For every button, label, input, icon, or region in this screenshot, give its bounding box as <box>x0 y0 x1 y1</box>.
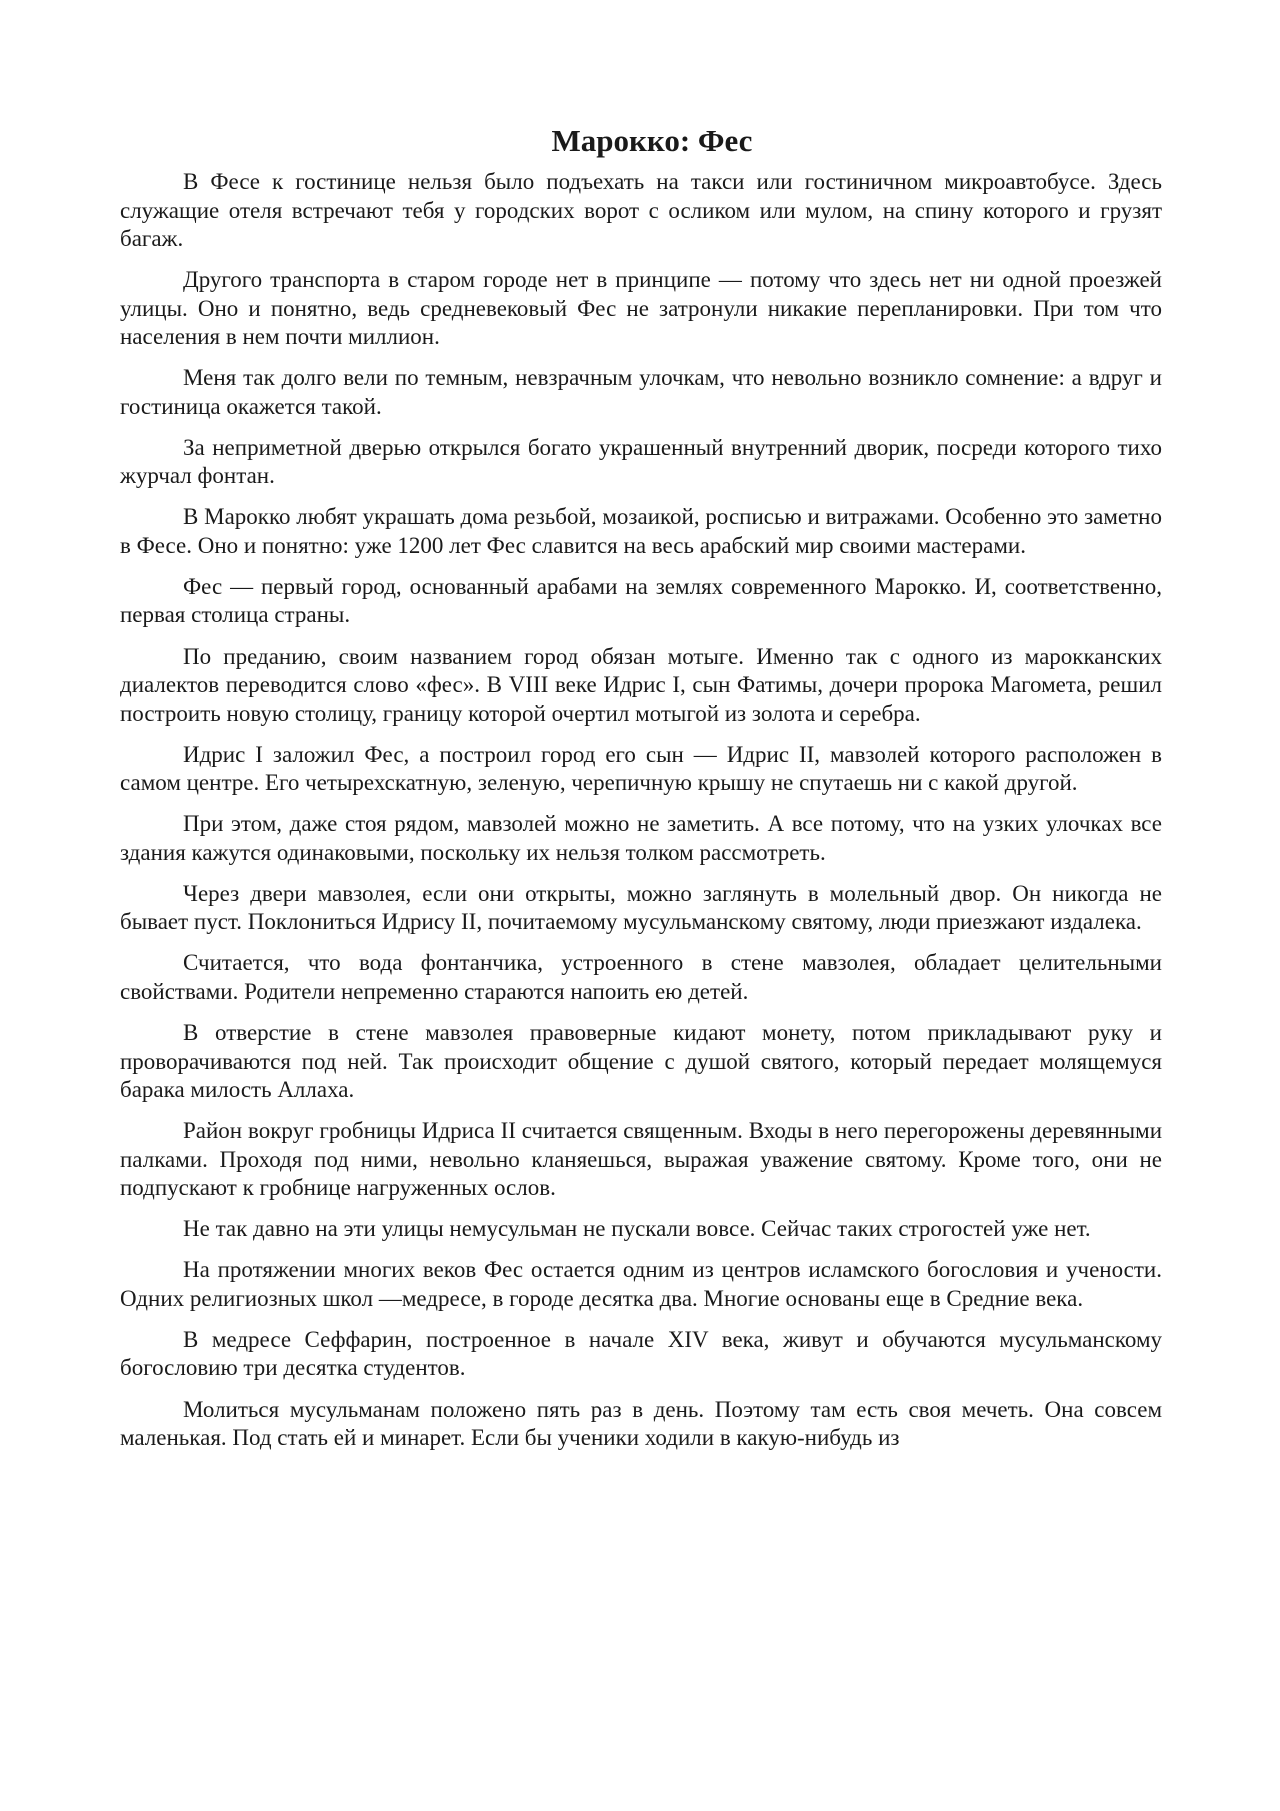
paragraph: При этом, даже стоя рядом, мавзолей можно не заметить. А все потому, что на узких улочках все здания кажутся одинаковыми, поскольку их нельзя толком рассмотреть. <box>120 811 1162 865</box>
paragraph: В отверстие в стене мавзолея правоверные кидают монету, потом прикладывают руку и проворачиваются под ней. Так происходит общение с душой святого, который передает молящемуся барака милость Аллаха. <box>120 1020 1162 1103</box>
paragraph: В Марокко любят украшать дома резьбой, мозаикой, росписью и витражами. Особенно это заметно в Фесе. Оно и понятно: уже 1200 лет Фес славится на весь арабский мир своими мастерами. <box>120 504 1162 558</box>
document-page <box>120 118 1162 1465</box>
paragraph: За неприметной дверью открылся богато украшенный внутренний дворик, посреди которого тихо журчал фонтан. <box>120 434 1162 489</box>
paragraph: Идрис I заложил Фес, а построил город его сын — Идрис II, мавзолей которого расположен в самом центре. Его четырехскатную, зеленую, черепичную крышу не спутаешь ни с какой другой. <box>120 741 1162 796</box>
paragraph: Не так давно на эти улицы немусульман не пускали вовсе. Сейчас таких строгостей уже нет. <box>183 1216 1091 1242</box>
paragraph: Считается, что вода фонтанчика, устроенного в стене мавзолея, обладает целительными свойствами. Родители непременно стараются напоить ею детей. <box>120 950 1162 1004</box>
paragraph: Меня так долго вели по темным, невзрачным улочкам, что невольно возникло сомнение: а вдруг и гостиница окажется такой. <box>120 365 1162 419</box>
paragraph: На протяжении многих веков Фес остается одним из центров исламского богословия и учености. Одних религиозных школ —медресе, в городе десятка два. Многие основаны еще в Средние века. <box>120 1257 1162 1311</box>
paragraph: Район вокруг гробницы Идриса II считается священным. Входы в него перегорожены деревянными палками. Проходя под ними, невольно кланяешься, выражая уважение святому. Кроме того, они не подпускают к гробнице нагруженных ослов. <box>120 1118 1162 1201</box>
paragraph: В Фесе к гостинице нельзя было подъехать на такси или гостиничном микроавтобусе. Здесь служащие отеля встречают тебя у городских ворот с осликом или мулом, на спину которого и грузят багаж. <box>120 169 1162 251</box>
page-title: Марокко: Фес <box>551 123 753 158</box>
paragraph: В медресе Сеффарин, построенное в начале XIV века, живут и обучаются мусульманскому богословию три десятка студентов. <box>120 1326 1162 1381</box>
body-text <box>120 168 1162 1453</box>
paragraph: Через двери мавзолея, если они открыты, можно заглянуть в молельный двор. Он никогда не бывает пуст. Поклониться Идрису II, почитаемому мусульманскому святому, люди приезжают издалека. <box>120 880 1162 935</box>
paragraph: По преданию, своим названием город обязан мотыге. Именно так с одного из марокканских диалектов переводится слово «фес». В VIII веке Идрис I, сын Фатимы, дочери пророка Магомета, решил построить новую столицу, границу которой очертил мотыгой из золота и серебра. <box>120 643 1162 726</box>
paragraph: Молиться мусульманам положено пять раз в день. Поэтому там есть своя мечеть. Она совсем маленькая. Под стать ей и минарет. Если бы ученики ходили в какую-нибудь из <box>120 1396 1162 1450</box>
paragraph: Другого транспорта в старом городе нет в принципе — потому что здесь нет ни одной проезжей улицы. Оно и понятно, ведь средневековый Фес не затронули никакие перепланировки. При том что населения в нем почти миллион. <box>120 267 1162 350</box>
paragraph: Фес — первый город, основанный арабами на землях современного Марокко. И, соответственно, первая столица страны. <box>120 573 1162 628</box>
